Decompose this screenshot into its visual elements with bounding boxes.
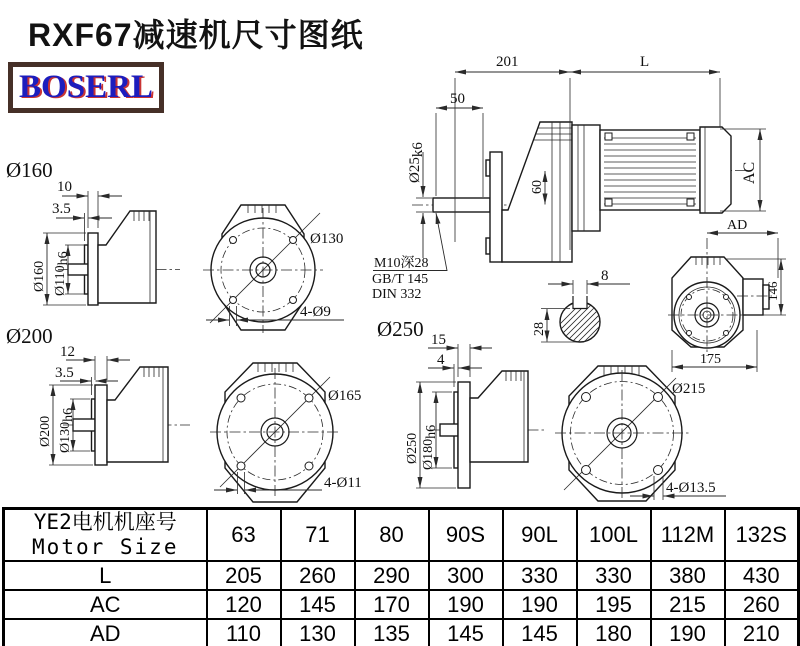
dim-L-label: L	[640, 54, 650, 70]
dim-cell: 215	[651, 590, 725, 619]
dim-cell: 330	[577, 561, 651, 590]
note-gb-standard: GB/T 145	[372, 272, 429, 287]
front165-holes-label: 4-Ø11	[324, 475, 362, 491]
front-view-130	[203, 205, 344, 333]
dim-cell: 430	[725, 561, 799, 590]
boserl-logo-text: BOSERL	[19, 69, 153, 105]
front130-holes-label: 4-Ø9	[300, 304, 331, 320]
dim-cell: 110	[207, 619, 281, 646]
dim-cell: 205	[207, 561, 281, 590]
dim-cell: 145	[281, 590, 355, 619]
table-row-AC	[4, 590, 799, 619]
header-en: Motor Size	[32, 535, 179, 560]
table-row-AD	[4, 619, 799, 646]
dim-AC-label: AC	[741, 161, 758, 184]
motor-size-cell: 71	[281, 509, 355, 562]
dim-146-label: 146	[765, 281, 780, 301]
note-tap-hole: M10深28	[374, 256, 429, 271]
dim-60-label: 60	[530, 180, 545, 194]
dim-AD-label: AD	[727, 218, 748, 233]
motor-size-cell: 112M	[651, 509, 725, 562]
front165-bolt-circle-label: Ø165	[328, 388, 362, 404]
flange200-thickness-label: 12	[60, 344, 75, 360]
dim-cell: 260	[725, 590, 799, 619]
motor-dimension-table	[2, 507, 800, 646]
dim-cell: 135	[355, 619, 429, 646]
dim-cell: 190	[429, 590, 503, 619]
dim-cell: 195	[577, 590, 651, 619]
row-label-cell: L	[4, 561, 207, 590]
flange160-od-label: Ø160	[32, 260, 47, 292]
flange200-spigot-label: 3.5	[55, 365, 74, 381]
dim-cell: 145	[503, 619, 577, 646]
row-label-cell: AD	[4, 619, 207, 646]
motor-size-cell: 132S	[725, 509, 799, 562]
shaft-keyway-section	[532, 268, 640, 352]
dim-cell: 130	[281, 619, 355, 646]
flange250-spigot-label: 4	[437, 352, 445, 368]
dim-cell: 300	[429, 561, 503, 590]
flange160-pilot-label: Ø110h6	[53, 251, 71, 296]
flange200-pilot-label: Ø130h6	[58, 407, 76, 453]
dim-cell: 380	[651, 561, 725, 590]
flange250-side-view	[377, 317, 545, 488]
flange160-thickness-label: 10	[57, 179, 72, 195]
front-view-215	[555, 366, 726, 501]
flange250-thickness-label: 15	[431, 332, 446, 348]
dim-cell: 190	[651, 619, 725, 646]
dim-cell: 190	[503, 590, 577, 619]
front215-bolt-circle-label: Ø215	[672, 381, 706, 397]
dim-cell: 120	[207, 590, 281, 619]
motor-front-view	[668, 218, 786, 372]
flange250-section-label: Ø250	[377, 317, 424, 341]
header-cn: YE2电机机座号	[33, 510, 177, 534]
dim-cell: 330	[503, 561, 577, 590]
table-header-row	[4, 509, 799, 562]
keyway-depth-label: 28	[532, 322, 547, 336]
note-din-standard: DIN 332	[372, 287, 422, 302]
front-view-165	[210, 363, 362, 502]
flange200-side-view	[6, 324, 190, 465]
table-row-L	[4, 561, 799, 590]
flange200-od-label: Ø200	[38, 415, 53, 447]
dim-cell: 290	[355, 561, 429, 590]
dim-cell: 210	[725, 619, 799, 646]
motor-size-cell: 100L	[577, 509, 651, 562]
flange250-od-label: Ø250	[405, 432, 420, 464]
flange160-section-label: Ø160	[6, 158, 53, 182]
motor-size-cell: 90L	[503, 509, 577, 562]
page-title: RXF67减速机尺寸图纸	[28, 17, 364, 53]
motor-size-header-cell	[4, 509, 207, 562]
dim-175-label: 175	[700, 352, 721, 367]
keyway-width-label: 8	[601, 268, 609, 284]
dim-cell: 170	[355, 590, 429, 619]
flange250-pilot-label: Ø180h6	[421, 424, 439, 470]
dim-50-label: 50	[450, 91, 465, 107]
front130-bolt-circle-label: Ø130	[310, 231, 344, 247]
motor-size-cell: 63	[207, 509, 281, 562]
motor-size-cell: 80	[355, 509, 429, 562]
flange160-side-view	[6, 158, 180, 305]
flange200-section-label: Ø200	[6, 324, 53, 348]
row-label-cell: AC	[4, 590, 207, 619]
dim-cell: 180	[577, 619, 651, 646]
dim-shaft-dia-label: Ø25k6	[407, 142, 426, 183]
flange160-spigot-label: 3.5	[52, 201, 71, 217]
motor-size-cell: 90S	[429, 509, 503, 562]
front215-holes-label: 4-Ø13.5	[666, 480, 716, 496]
dim-cell: 145	[429, 619, 503, 646]
dim-201-label: 201	[496, 54, 519, 70]
dim-cell: 260	[281, 561, 355, 590]
